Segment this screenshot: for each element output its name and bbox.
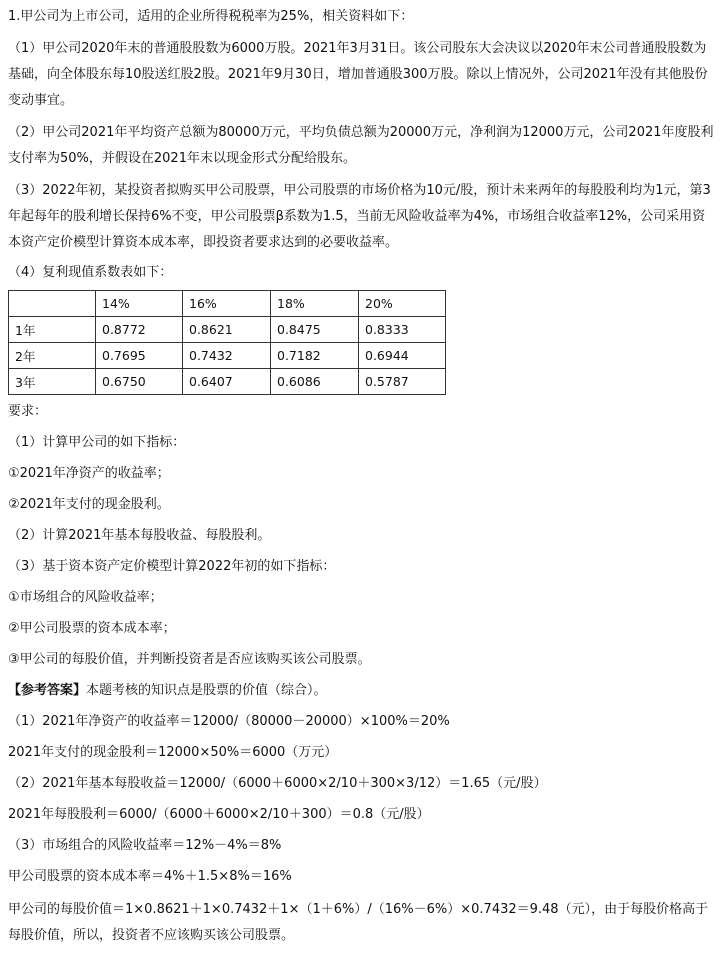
requirement-1: （1）计算甲公司的如下指标： [8,435,186,450]
table-header-cell: 20% [359,291,446,317]
table-cell: 0.6086 [271,369,359,395]
table-cell: 0.7182 [271,343,359,369]
answer-line-4: 2021年每股股利＝6000/（6000＋6000×2/10＋300）＝0.8（元/股） [8,807,430,822]
table-header-cell: 18% [271,291,359,317]
requirements-heading: 要求： [8,404,48,419]
answer-label: 【参考答案】 [8,683,87,698]
table-header-row [9,291,446,317]
table-cell: 0.6750 [96,369,183,395]
requirement-2: （2）计算2021年基本每股收益、每股股利。 [8,528,271,543]
table-row [9,343,446,369]
answer-line-7: 甲公司的每股价值＝1×0.8621＋1×0.7432＋1×（1＋6%）/（16%－6%）×0.7432＝9.48（元），由于每股价格高于每股价值，所以，投资者不应该购买该公司股票。 [8,902,709,943]
answer-intro-line [8,680,718,702]
table-cell: 0.8621 [183,317,271,343]
material-paragraph-3: （3）2022年初，某投资者拟购买甲公司股票，甲公司股票的市场价格为10元/股，预计未来两年的每股股利均为1元，第3年起每年的股利增长保持6%不变，甲公司股票β系数为1.5，当前无风险收益率为4%，市场组合收益率12%，公司采用资本资产定价模型计算资本成本率，即投资者要求达到的必要收益率。 [8,183,711,250]
table-cell: 0.6944 [359,343,446,369]
answer-line-6: 甲公司股票的资本成本率＝4%＋1.5×8%＝16% [8,869,292,884]
answer-line-3: （2）2021年基本每股收益＝12000/（6000＋6000×2/10＋300×3/12）＝1.65（元/股） [8,776,547,791]
material-paragraph-1: （1）甲公司2020年末的普通股股数为6000万股。2021年3月31日。该公司股东大会决议以2020年末公司普通股股数为基础，向全体股东每10股送红股2股。2021年9月30日，增加普通股300万股。除以上情况外，公司2021年没有其他股份变动事宜。 [8,41,708,108]
table-row [9,317,446,343]
requirement-1a: ①2021年净资产的收益率； [8,466,170,481]
material-paragraph-4: （4）复利现值系数表如下： [8,265,173,280]
answer-line-1: （1）2021年净资产的收益率＝12000/（80000－20000）×100%＝20% [8,714,450,729]
table-cell: 0.8333 [359,317,446,343]
answer-line-5: （3）市场组合的风险收益率＝12%－4%＝8% [8,838,282,853]
table-header-cell [9,291,96,317]
table-header-cell: 14% [96,291,183,317]
table-cell: 0.7432 [183,343,271,369]
requirement-3a: ①市场组合的风险收益率； [8,590,163,605]
material-paragraph-2: （2）甲公司2021年平均资产总额为80000万元，平均负债总额为20000万元，净利润为12000万元，公司2021年度股利支付率为50%，并假设在2021年末以现金形式分配给股东。 [8,125,714,166]
table-cell: 0.7695 [96,343,183,369]
requirement-3: （3）基于资本资产定价模型计算2022年初的如下指标： [8,559,336,574]
table-cell: 0.8475 [271,317,359,343]
table-header-cell: 16% [183,291,271,317]
table-cell: 0.6407 [183,369,271,395]
table-cell: 0.5787 [359,369,446,395]
table-cell: 3年 [9,369,96,395]
requirement-3b: ②甲公司股票的资本成本率； [8,621,176,636]
answer-line-2: 2021年支付的现金股利＝12000×50%＝6000（万元） [8,745,338,760]
question-title: 1.甲公司为上市公司，适用的企业所得税税率为25%，相关资料如下： [8,9,414,24]
table-row [9,369,446,395]
table-cell: 1年 [9,317,96,343]
present-value-table [8,290,446,395]
requirement-1b: ②2021年支付的现金股利。 [8,497,170,512]
table-cell: 2年 [9,343,96,369]
requirement-3c: ③甲公司的每股价值，并判断投资者是否应该购买该公司股票。 [8,652,371,667]
answer-intro: 本题考核的知识点是股票的价值（综合）。 [86,683,327,698]
table-cell: 0.8772 [96,317,183,343]
